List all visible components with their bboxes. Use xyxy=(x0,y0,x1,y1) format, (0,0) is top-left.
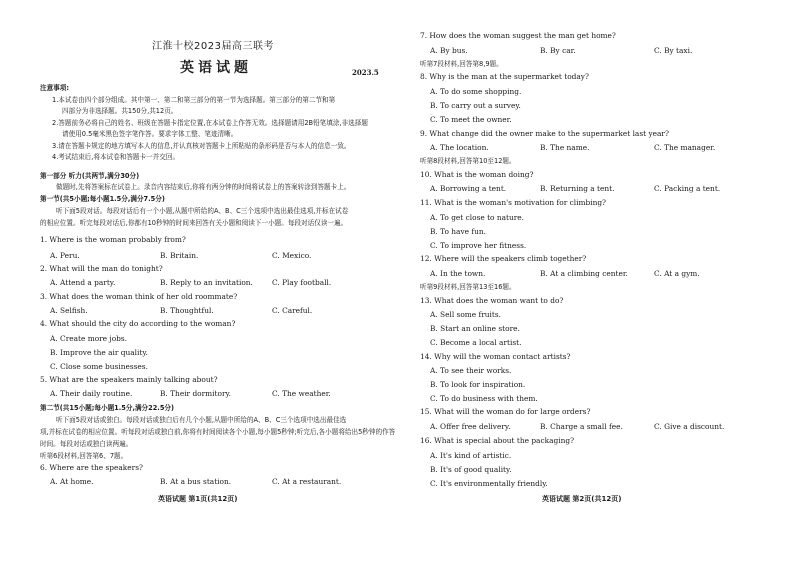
notice-line: 1.本试卷由四个部分组成。其中第一、第二和第三部分的第一节为选择题。第三部分的第二节和第 xyxy=(52,96,336,104)
section1-heading: 第一节(共5小题;每小题1.5分,满分7.5分) xyxy=(40,195,165,203)
option-b: B. The name. xyxy=(540,143,590,152)
option-c: C. It's environmentally friendly. xyxy=(430,479,548,488)
question-16: 16. What is special about the packaging? xyxy=(420,436,575,445)
option-c: C. Become a local artist. xyxy=(430,338,522,347)
option-b: B. To look for inspiration. xyxy=(430,380,526,389)
option-b: B. Returning a tent. xyxy=(540,184,615,193)
question-5: 5. What are the speakers mainly talking about? xyxy=(40,375,218,384)
question-11: 11. What is the woman's motivation for climbing? xyxy=(420,198,607,207)
option-a: A. Attend a party. xyxy=(50,278,116,287)
notice-line: 请使用0.5毫米黑色签字笔作答。要求字体工整、笔迹清晰。 xyxy=(62,130,238,138)
option-a: A. Borrowing a tent. xyxy=(430,184,507,193)
option-c: C. The weather. xyxy=(272,389,331,398)
question-3: 3. What does the woman think of her old roommate? xyxy=(40,292,238,301)
option-b: B. To have fun. xyxy=(430,227,486,236)
option-b: B. To carry out a survey. xyxy=(430,101,521,110)
option-a: A. Create more jobs. xyxy=(50,334,128,343)
option-b: B. Reply to an invitation. xyxy=(160,278,253,287)
dialog-instruction: 听第7段材料,回答第8,9题。 xyxy=(420,60,503,68)
option-a: A. To get close to nature. xyxy=(430,213,525,222)
question-12: 12. Where will the speakers climb together? xyxy=(420,254,587,263)
option-a: A. Peru. xyxy=(50,251,80,260)
question-4: 4. What should the city do according to the woman? xyxy=(40,319,236,328)
exam-title: 江淮十校2023届高三联考 xyxy=(152,41,274,52)
dialog-instruction: 听第8段材料,回答第10至12题。 xyxy=(420,157,516,165)
question-2: 2. What will the man do tonight? xyxy=(40,264,163,273)
section2-intro: 听下面5段对话或独白。每段对话或独白后有几个小题,从题中所给的A、B、C三个选项中选出最佳选 xyxy=(56,416,347,424)
option-c: C. Mexico. xyxy=(272,251,312,260)
option-b: B. By car. xyxy=(540,46,576,55)
option-c: C. To improve her fitness. xyxy=(430,241,527,250)
question-13: 13. What does the woman want to do? xyxy=(420,296,564,305)
option-a: A. In the town. xyxy=(430,269,486,278)
option-c: C. Careful. xyxy=(272,306,313,315)
notice-line: 2.答题前务必将自己的姓名、班级在答题卡指定位置,在本试卷上作答无效。选择题请用2B铅笔填涂,非选择题 xyxy=(52,119,368,127)
option-b: B. Start an online store. xyxy=(430,324,520,333)
option-a: A. Offer free delivery. xyxy=(430,422,511,431)
option-c: C. Play football. xyxy=(272,278,332,287)
subject-title: 英语试题 xyxy=(180,60,252,76)
question-6: 6. Where are the speakers? xyxy=(40,463,143,472)
question-1: 1. Where is the woman probably from? xyxy=(40,235,186,244)
question-15: 15. What will the woman do for large orders? xyxy=(420,407,591,416)
option-a: A. Selfish. xyxy=(50,306,88,315)
section2-intro: 时间。每段对话或独白读两遍。 xyxy=(40,440,133,448)
exam-date: 2023.5 xyxy=(352,68,379,77)
question-9: 9. What change did the owner make to the supermarket last year? xyxy=(420,129,669,138)
section2-intro: 项,并标在试卷的相应位置。听每段对话或独白前,你将有时间阅读各个小题,每小题5秒钟;听完后,各小题将给出5秒钟的作答 xyxy=(40,428,396,436)
option-b: B. Thoughtful. xyxy=(160,306,214,315)
option-c: C. To meet the owner. xyxy=(430,115,512,124)
option-a: A. At home. xyxy=(50,477,94,486)
notice-heading: 注意事项: xyxy=(40,84,70,92)
option-c: C. By taxi. xyxy=(654,46,693,55)
question-8: 8. Why is the man at the supermarket today? xyxy=(420,72,589,81)
option-a: A. To see their works. xyxy=(430,366,512,375)
part1-intro: 做题时,先将答案标在试卷上。录音内容结束后,你将有两分钟的时间将试卷上的答案转涂到答题卡上。 xyxy=(56,183,351,191)
option-c: C. To do business with them. xyxy=(430,394,538,403)
dialog-instruction: 听第6段材料,回答第6、7题。 xyxy=(40,452,128,460)
option-b: B. Improve the air quality. xyxy=(50,348,148,357)
option-b: B. Charge a small fee. xyxy=(540,422,623,431)
option-a: A. To do some shopping. xyxy=(430,87,522,96)
option-b: B. Britain. xyxy=(160,251,199,260)
notice-line: 四部分为非选择题。共150分,共12页。 xyxy=(62,107,178,115)
notice-line: 4.考试结束后,将本试卷和答题卡一并交回。 xyxy=(52,153,180,161)
option-c: C. Close some businesses. xyxy=(50,362,148,371)
section1-intro: 的相应位置。听完每段对话后,你都有10秒钟的时间来回答有关小题和阅读下一小题。每段对话仅读一遍。 xyxy=(40,219,348,227)
exam-page-2 xyxy=(406,0,794,561)
page-footer: 英语试题 第2页(共12页) xyxy=(542,495,622,503)
option-c: C. Give a discount. xyxy=(654,422,725,431)
option-a: A. The location. xyxy=(430,143,489,152)
option-b: B. Their dormitory. xyxy=(160,389,232,398)
option-c: C. The manager. xyxy=(654,143,716,152)
option-a: A. Their daily routine. xyxy=(50,389,133,398)
option-b: B. At a bus station. xyxy=(160,477,232,486)
option-a: A. By bus. xyxy=(430,46,468,55)
page-footer: 英语试题 第1页(共12页) xyxy=(158,495,238,503)
option-b: B. At a climbing center. xyxy=(540,269,628,278)
option-c: C. At a restaurant. xyxy=(272,477,342,486)
dialog-instruction: 听第9段材料,回答第13至16题。 xyxy=(420,283,516,291)
question-10: 10. What is the woman doing? xyxy=(420,170,534,179)
part1-heading: 第一部分 听力(共两节,满分30分) xyxy=(40,172,140,180)
section1-intro: 听下面5段对话。每段对话后有一个小题,从题中所给的A、B、C三个选项中选出最佳选项,并标在试卷 xyxy=(56,207,349,215)
option-b: B. It's of good quality. xyxy=(430,465,512,474)
option-a: A. Sell some fruits. xyxy=(430,310,502,319)
question-7: 7. How does the woman suggest the man get home? xyxy=(420,31,616,40)
section2-heading: 第二节(共15小题;每小题1.5分,满分22.5分) xyxy=(40,404,175,412)
option-c: C. At a gym. xyxy=(654,269,700,278)
notice-line: 3.请在答题卡规定的地方填写本人的信息,并认真核对答题卡上所粘贴的条形码是否与本人的信息一致。 xyxy=(52,142,351,150)
question-14: 14. Why will the woman contact artists? xyxy=(420,352,571,361)
option-c: C. Packing a tent. xyxy=(654,184,721,193)
option-a: A. It's kind of artistic. xyxy=(430,451,512,460)
